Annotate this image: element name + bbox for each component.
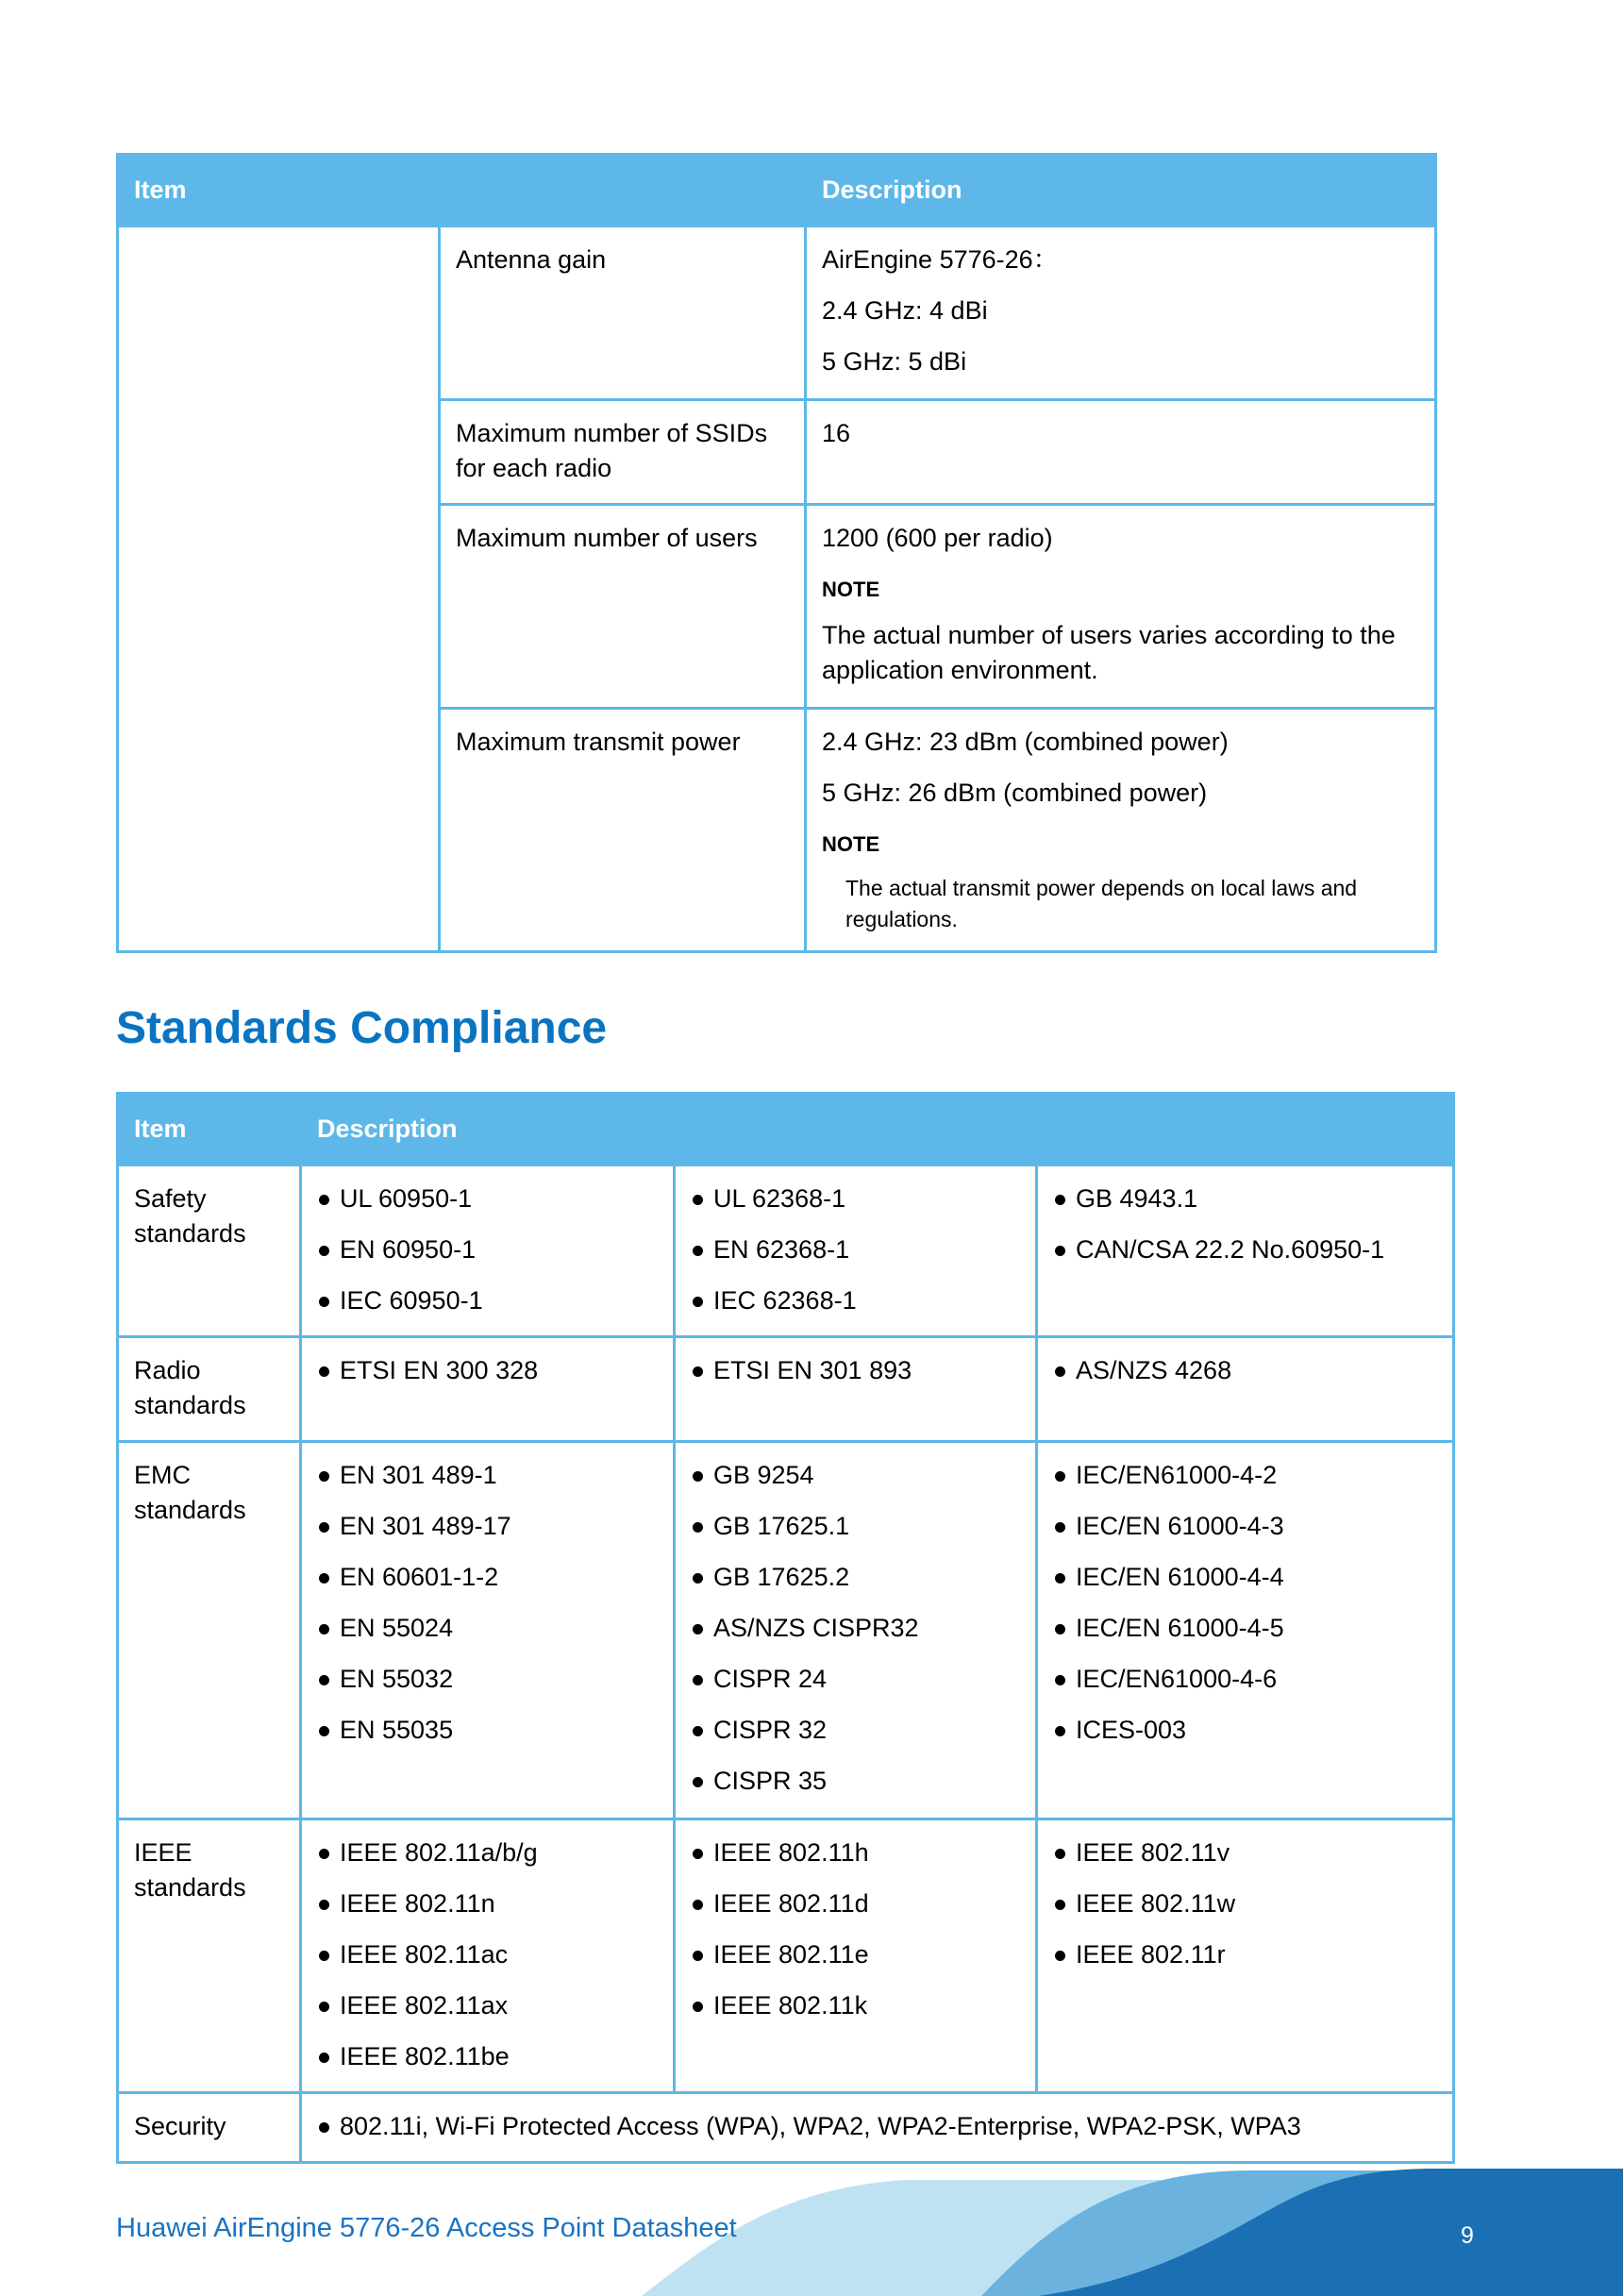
value-line: 5 GHz: 5 dBi: [822, 347, 967, 376]
list-item: IEEE 802.11ax: [317, 1988, 658, 2023]
value-line: 2.4 GHz: 23 dBm (combined power): [822, 728, 1229, 756]
list-item: CAN/CSA 22.2 No.60950-1: [1053, 1232, 1437, 1267]
footer-document-title: Huawei AirEngine 5776-26 Access Point Datasheet: [116, 2213, 737, 2243]
list-item: IEEE 802.11k: [691, 1988, 1020, 2023]
standards-list: [691, 1182, 1020, 1318]
table-row-safety: [118, 1165, 1454, 1337]
list-item: CISPR 32: [691, 1713, 1020, 1748]
row-label: Maximum number of users: [440, 505, 806, 709]
standards-list: [1053, 1353, 1437, 1388]
standards-list: [1053, 1182, 1437, 1267]
row-value: [806, 400, 1436, 505]
header-item: Item: [118, 155, 806, 226]
standards-compliance-table: [116, 1092, 1455, 2164]
standards-list: [691, 1353, 1020, 1388]
value-line: 16: [822, 419, 851, 447]
standards-list: [317, 1835, 658, 2074]
list-item: IEC 60950-1: [317, 1283, 658, 1318]
header-item: Item: [118, 1094, 301, 1165]
list-item: ETSI EN 301 893: [691, 1353, 1020, 1388]
value-line: 2.4 GHz: 4 dBi: [822, 296, 988, 325]
row-value: [806, 709, 1436, 952]
list-item: IEEE 802.11be: [317, 2039, 658, 2074]
list-item: EN 60950-1: [317, 1232, 658, 1267]
list-item: IEEE 802.11d: [691, 1886, 1020, 1921]
value-line: 5 GHz: 26 dBm (combined power): [822, 779, 1208, 807]
header-description: Description: [301, 1094, 1454, 1165]
table-row-radio: [118, 1337, 1454, 1442]
header-description: Description: [806, 155, 1436, 226]
table-header-row: [118, 155, 1436, 226]
page-number: 9: [1461, 2222, 1474, 2249]
list-item: IEEE 802.11e: [691, 1937, 1020, 1972]
list-item: UL 62368-1: [691, 1182, 1020, 1216]
list-item: 802.11i, Wi-Fi Protected Access (WPA), WPA2, WPA2-Enterprise, WPA2-PSK, WPA3: [317, 2109, 1437, 2144]
standards-list: [317, 1458, 658, 1748]
list-item: IEEE 802.11r: [1053, 1937, 1437, 1972]
list-item: AS/NZS 4268: [1053, 1353, 1437, 1388]
list-item: EN 301 489-17: [317, 1509, 658, 1544]
note-label: NOTE: [822, 578, 880, 601]
row-label: Safety standards: [118, 1165, 301, 1337]
list-item: IEC/EN61000-4-6: [1053, 1662, 1437, 1697]
standards-list: [317, 2109, 1437, 2144]
list-item: IEEE 802.11v: [1053, 1835, 1437, 1870]
list-item: EN 301 489-1: [317, 1458, 658, 1493]
category-cell-empty: [118, 226, 440, 952]
standards-list: [691, 1835, 1020, 2023]
row-label: IEEE standards: [118, 1819, 301, 2093]
row-label: Antenna gain: [440, 226, 806, 400]
list-item: IEC/EN 61000-4-5: [1053, 1611, 1437, 1646]
list-item: ETSI EN 300 328: [317, 1353, 658, 1388]
list-item: IEEE 802.11w: [1053, 1886, 1437, 1921]
table-row-emc: [118, 1442, 1454, 1819]
list-item: GB 17625.2: [691, 1560, 1020, 1595]
table-row: [118, 226, 1436, 400]
row-value: [806, 226, 1436, 400]
radio-specs-table: [116, 153, 1437, 953]
section-title: Standards Compliance: [116, 1003, 608, 1053]
list-item: GB 4943.1: [1053, 1182, 1437, 1216]
list-item: CISPR 35: [691, 1764, 1020, 1799]
list-item: EN 55035: [317, 1713, 658, 1748]
row-label: Maximum transmit power: [440, 709, 806, 952]
standards-list: [317, 1182, 658, 1318]
list-item: IEC/EN 61000-4-3: [1053, 1509, 1437, 1544]
standards-list: [1053, 1458, 1437, 1748]
row-label: Maximum number of SSIDs for each radio: [440, 400, 806, 505]
value-line: 1200 (600 per radio): [822, 524, 1053, 552]
row-value: [806, 505, 1436, 709]
list-item: GB 9254: [691, 1458, 1020, 1493]
list-item: EN 60601-1-2: [317, 1560, 658, 1595]
table-row-security: [118, 2093, 1454, 2163]
row-label: EMC standards: [118, 1442, 301, 1819]
list-item: UL 60950-1: [317, 1182, 658, 1216]
table-header-row: [118, 1094, 1454, 1165]
note-label: NOTE: [822, 832, 880, 856]
list-item: IEEE 802.11h: [691, 1835, 1020, 1870]
table-row-ieee: [118, 1819, 1454, 2093]
row-label: Radio standards: [118, 1337, 301, 1442]
list-item: AS/NZS CISPR32: [691, 1611, 1020, 1646]
standards-list: [691, 1458, 1020, 1799]
list-item: IEEE 802.11a/b/g: [317, 1835, 658, 1870]
standards-list: [1053, 1835, 1437, 1972]
list-item: IEEE 802.11ac: [317, 1937, 658, 1972]
list-item: IEC/EN61000-4-2: [1053, 1458, 1437, 1493]
list-item: CISPR 24: [691, 1662, 1020, 1697]
list-item: IEC 62368-1: [691, 1283, 1020, 1318]
note-text: The actual transmit power depends on local laws and regulations.: [845, 876, 1358, 931]
list-item: EN 62368-1: [691, 1232, 1020, 1267]
standards-list: [317, 1353, 658, 1388]
value-line: AirEngine 5776-26：: [822, 245, 1059, 274]
note-text: The actual number of users varies according to the application environment.: [822, 621, 1396, 684]
list-item: EN 55032: [317, 1662, 658, 1697]
row-label: Security: [118, 2093, 301, 2163]
list-item: EN 55024: [317, 1611, 658, 1646]
list-item: IEEE 802.11n: [317, 1886, 658, 1921]
list-item: IEC/EN 61000-4-4: [1053, 1560, 1437, 1595]
list-item: GB 17625.1: [691, 1509, 1020, 1544]
list-item: ICES-003: [1053, 1713, 1437, 1748]
